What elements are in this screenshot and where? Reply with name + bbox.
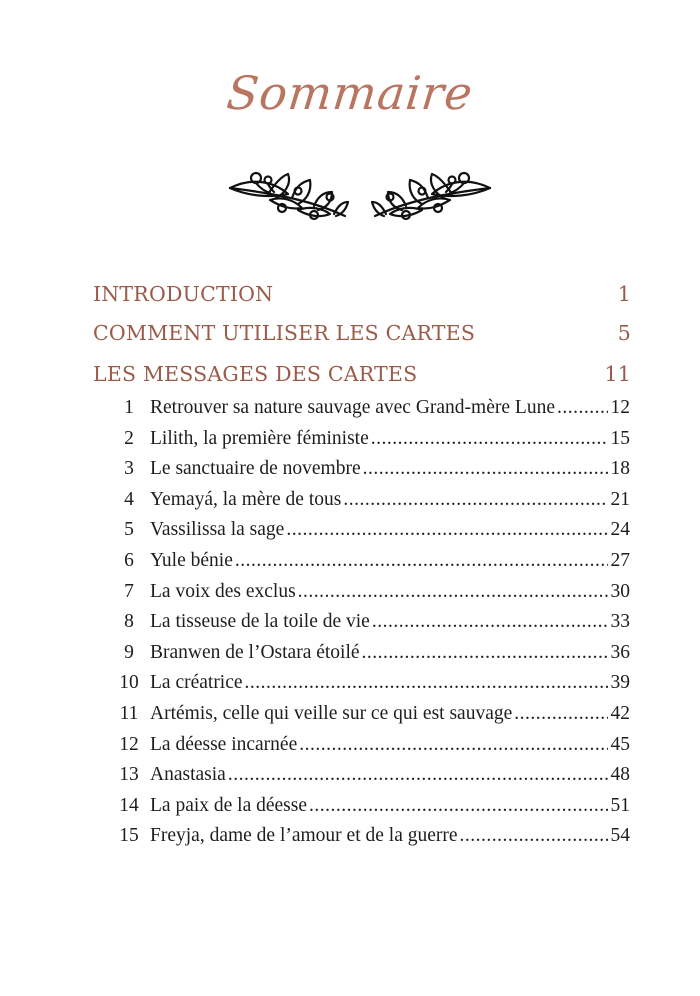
entry-number: 6 — [124, 549, 134, 571]
dot-leader — [557, 397, 608, 419]
dot-leader — [343, 489, 607, 511]
entry-title: Artémis, celle qui veille sur ce qui est sauvage — [150, 702, 513, 724]
section-label: LES MESSAGES DES CARTES — [93, 362, 418, 386]
entry-number: 3 — [124, 458, 134, 480]
entry-number: 2 — [124, 427, 134, 449]
toc-entry[interactable] — [108, 458, 630, 489]
section-label: COMMENT UTILISER LES CARTES — [93, 321, 476, 345]
entry-number: 9 — [124, 641, 134, 663]
dot-leader — [460, 825, 608, 847]
toc-entry[interactable] — [108, 672, 630, 703]
toc-entry-list — [108, 397, 630, 856]
dot-leader — [372, 611, 608, 633]
section-label: INTRODUCTION — [93, 282, 274, 306]
entry-title: Branwen de l’Ostara étoilé — [150, 641, 360, 663]
entry-title: Vassilissa la sage — [150, 519, 285, 541]
dot-leader — [286, 519, 607, 541]
dot-leader — [514, 703, 607, 725]
toc-entry[interactable] — [108, 764, 630, 795]
toc-entry[interactable] — [108, 519, 630, 550]
toc-entry[interactable] — [108, 825, 630, 856]
entry-number: 8 — [124, 611, 134, 633]
toc-entry[interactable] — [108, 550, 630, 581]
page-title: Sommaire — [224, 66, 476, 120]
laurel-branches-icon — [210, 164, 510, 228]
entry-number: 4 — [124, 488, 134, 510]
entry-title: Yemayá, la mère de tous — [150, 488, 342, 510]
entry-title: La voix des exclus — [150, 580, 296, 602]
toc-entry[interactable] — [108, 397, 630, 428]
dot-leader — [309, 795, 607, 817]
entry-page-number: 39 — [610, 672, 630, 694]
entry-title: Anastasia — [150, 764, 226, 786]
entry-title: Le sanctuaire de novembre — [150, 458, 361, 480]
section-page-number: 11 — [604, 362, 631, 386]
entry-page-number: 12 — [610, 397, 630, 418]
entry-page-number: 24 — [610, 519, 630, 541]
entry-title: La déesse incarnée — [150, 733, 298, 755]
dot-leader — [371, 428, 608, 450]
entry-number: 1 — [124, 397, 134, 418]
entry-title: La tisseuse de la toile de vie — [150, 611, 370, 633]
dot-leader — [235, 550, 608, 572]
entry-page-number: 45 — [610, 733, 630, 755]
section-page-number: 1 — [617, 282, 631, 306]
entry-page-number: 54 — [610, 825, 630, 847]
entry-page-number: 48 — [610, 764, 630, 786]
entry-title: Retrouver sa nature sauvage avec Grand-mère Lune — [150, 397, 555, 418]
entry-page-number: 18 — [610, 458, 630, 480]
entry-number: 11 — [119, 702, 139, 724]
entry-page-number: 21 — [610, 488, 630, 510]
toc-section-messages[interactable] — [93, 362, 631, 386]
dot-leader — [299, 734, 607, 756]
toc-section-introduction[interactable] — [93, 282, 631, 306]
entry-page-number: 15 — [610, 427, 630, 449]
entry-page-number: 33 — [610, 611, 630, 633]
entry-title: Lilith, la première féministe — [150, 427, 369, 449]
entry-number: 12 — [119, 733, 139, 755]
dot-leader — [362, 642, 608, 664]
section-page-number: 5 — [617, 321, 631, 345]
entry-number: 7 — [124, 580, 134, 602]
toc-entry[interactable] — [108, 734, 630, 765]
toc-entry[interactable] — [108, 642, 630, 673]
dot-leader — [363, 458, 608, 480]
toc-entry[interactable] — [108, 703, 630, 734]
entry-number: 5 — [124, 519, 134, 541]
toc-entry[interactable] — [108, 489, 630, 520]
entry-number: 15 — [119, 825, 139, 847]
toc-entry[interactable] — [108, 611, 630, 642]
entry-number: 10 — [119, 672, 139, 694]
entry-page-number: 27 — [610, 549, 630, 571]
toc-entry[interactable] — [108, 795, 630, 826]
toc-entry[interactable] — [108, 428, 630, 459]
toc-section-comment-utiliser[interactable] — [93, 321, 631, 345]
entry-page-number: 51 — [610, 794, 630, 816]
entry-title: Yule bénie — [150, 549, 233, 571]
entry-page-number: 30 — [610, 580, 630, 602]
entry-title: La paix de la déesse — [150, 794, 308, 816]
dot-leader — [228, 764, 608, 786]
entry-number: 13 — [119, 764, 139, 786]
entry-page-number: 36 — [610, 641, 630, 663]
toc-entry[interactable] — [108, 581, 630, 612]
dot-leader — [245, 672, 608, 694]
entry-title: Freyja, dame de l’amour et de la guerre — [150, 825, 458, 847]
entry-number: 14 — [119, 794, 139, 816]
dot-leader — [298, 581, 608, 603]
entry-title: La créatrice — [150, 672, 243, 694]
entry-page-number: 42 — [610, 702, 630, 724]
